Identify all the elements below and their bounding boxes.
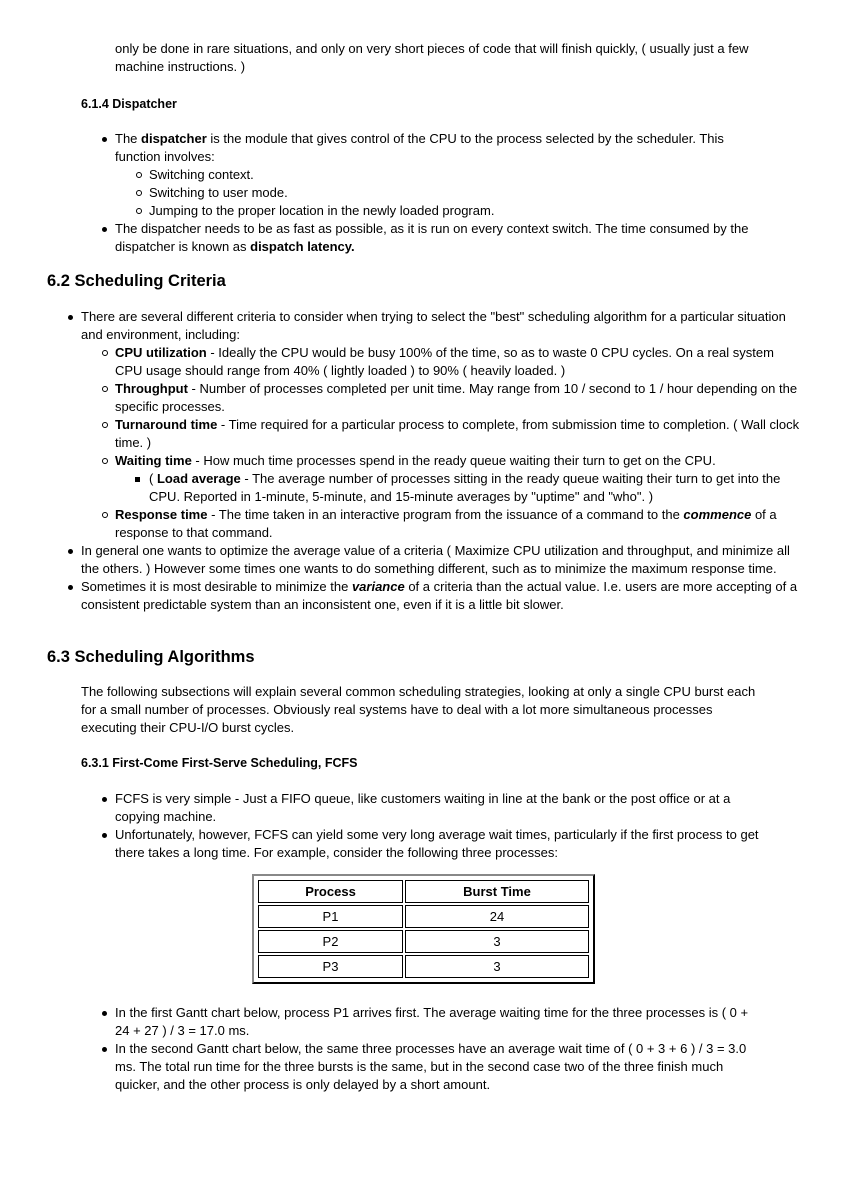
criterion-term: CPU utilization [115,345,207,360]
section-6-3-1-heading: 6.3.1 First-Come First-Serve Scheduling, FCFS [81,756,358,770]
criterion-text: of a response to that command. [115,507,777,540]
table-cell: 24 [405,905,589,928]
criterion-cpu-utilization [115,344,801,380]
table-row [258,955,589,978]
list-item-text: is the module that gives control of the CPU to the process selected by the scheduler. This function involves: [115,131,724,164]
criterion-text: - The average number of processes sitting in the ready queue waiting their turn to get into the CPU. Reported in 1-minute, 5-minute, and 15-minute averages by "uptime" and "who". ) [149,471,781,504]
list-item: In the first Gantt chart below, process P1 arrives first. The average waiting time for the three processes is ( 0 + 24 + 27 ) / 3 = 17.0 ms. [115,1004,765,1040]
fcfs-list [115,790,765,862]
criterion-text: - Ideally the CPU would be busy 100% of the time, so as to waste 0 CPU cycles. On a real system CPU usage should range from 40% ( lightly loaded ) to 90% ( heavily loaded. ) [115,345,774,378]
list-item-text: There are several different criteria to consider when trying to select the "best" scheduling algorithm for a particular situation and environment, including: [81,309,786,342]
criteria-list [81,308,801,614]
table-row [258,905,589,928]
section-6-1-4-heading: 6.1.4 Dispatcher [81,97,177,111]
list-item-text: of a criteria than the actual value. I.e. users are more accepting of a consistent predictable system than an inconsistent one, even if it is a little bit slower. [81,579,798,612]
list-item: In general one wants to optimize the average value of a criteria ( Maximize CPU utilization and throughput, and minimize all the others. ) However some times one wants to do something different, such as to minimize the maximum response time. [81,542,801,578]
column-header: Burst Time [405,880,589,903]
sub-list-item: Jumping to the proper location in the newly loaded program. [149,202,765,220]
dispatch-latency-term: dispatch latency. [250,239,355,254]
list-item [81,308,801,542]
criterion-text: - Time required for a particular process to complete, from submission time to completion. ( Wall clock time. ) [115,417,800,450]
criterion-response-time [115,506,801,542]
criterion-turnaround-time [115,416,801,452]
table-row [258,930,589,953]
waiting-sub-list [149,470,801,506]
list-item [81,578,801,614]
criterion-term: Waiting time [115,453,192,468]
table-cell: 3 [405,930,589,953]
intro-paragraph: only be done in rare situations, and only on very short pieces of code that will finish quickly, ( usually just a few machine instructions. ) [115,41,749,74]
sub-list-item: Switching context. [149,166,765,184]
table-cell: P2 [258,930,403,953]
criterion-term: Response time [115,507,208,522]
dispatcher-term: dispatcher [141,131,207,146]
column-header: Process [258,880,403,903]
list-item-text: The dispatcher needs to be as fast as possible, as it is run on every context switch. The time consumed by the dispatcher is known as [115,221,749,254]
criterion-term: Turnaround time [115,417,218,432]
criterion-term: Throughput [115,381,188,396]
table-cell: P3 [258,955,403,978]
process-table [252,874,595,984]
list-item-text: ( [149,471,157,486]
dispatcher-list [115,130,765,256]
list-item-text: The [115,131,142,146]
section-6-2-heading: 6.2 Scheduling Criteria [47,272,226,290]
criterion-text: - How much time processes spend in the ready queue waiting their turn to get on the CPU. [191,453,716,468]
list-item: FCFS is very simple - Just a FIFO queue, like customers waiting in line at the bank or the post office or at a copying machine. [115,790,765,826]
criterion-text: - Number of processes completed per unit time. May range from 10 / second to 1 / hour depending on the specific processes. [115,381,798,414]
criterion-text: - The time taken in an interactive program from the issuance of a command to the [207,507,684,522]
list-item: Unfortunately, however, FCFS can yield some very long average wait times, particularly if the first process to get there takes a long time. For example, consider the following three processes: [115,826,765,862]
table-header-row [258,880,589,903]
table-cell: P1 [258,905,403,928]
criterion-throughput [115,380,801,416]
criteria-sub-list [115,344,801,542]
gantt-intro-list [115,1004,765,1094]
sub-list [149,166,765,220]
scheduling-algorithms-paragraph: The following subsections will explain several common scheduling strategies, looking at only a single CPU burst each for a small number of processes. Obviously real systems have to deal with a lot more simultaneous processes executing their CPU-I/O burst cycles. [81,684,756,735]
table-cell: 3 [405,955,589,978]
criterion-waiting-time [115,452,801,506]
sub-list-item: Switching to user mode. [149,184,765,202]
emphasis-commence: commence [683,507,752,522]
list-item [115,220,765,256]
list-item: In the second Gantt chart below, the same three processes have an average wait time of ( 0 + 3 + 6 ) / 3 = 3.0 ms. The total run time for the three bursts is the same, but in the second case two of the three finish much quicker, and the other process is only delayed by a short amount. [115,1040,765,1094]
section-6-3-heading: 6.3 Scheduling Algorithms [47,648,255,666]
emphasis-variance: variance [351,579,405,594]
list-item [115,130,765,220]
load-average-item [149,470,801,506]
criterion-term: Load average [156,471,241,486]
list-item-text: Sometimes it is most desirable to minimize the [81,579,352,594]
